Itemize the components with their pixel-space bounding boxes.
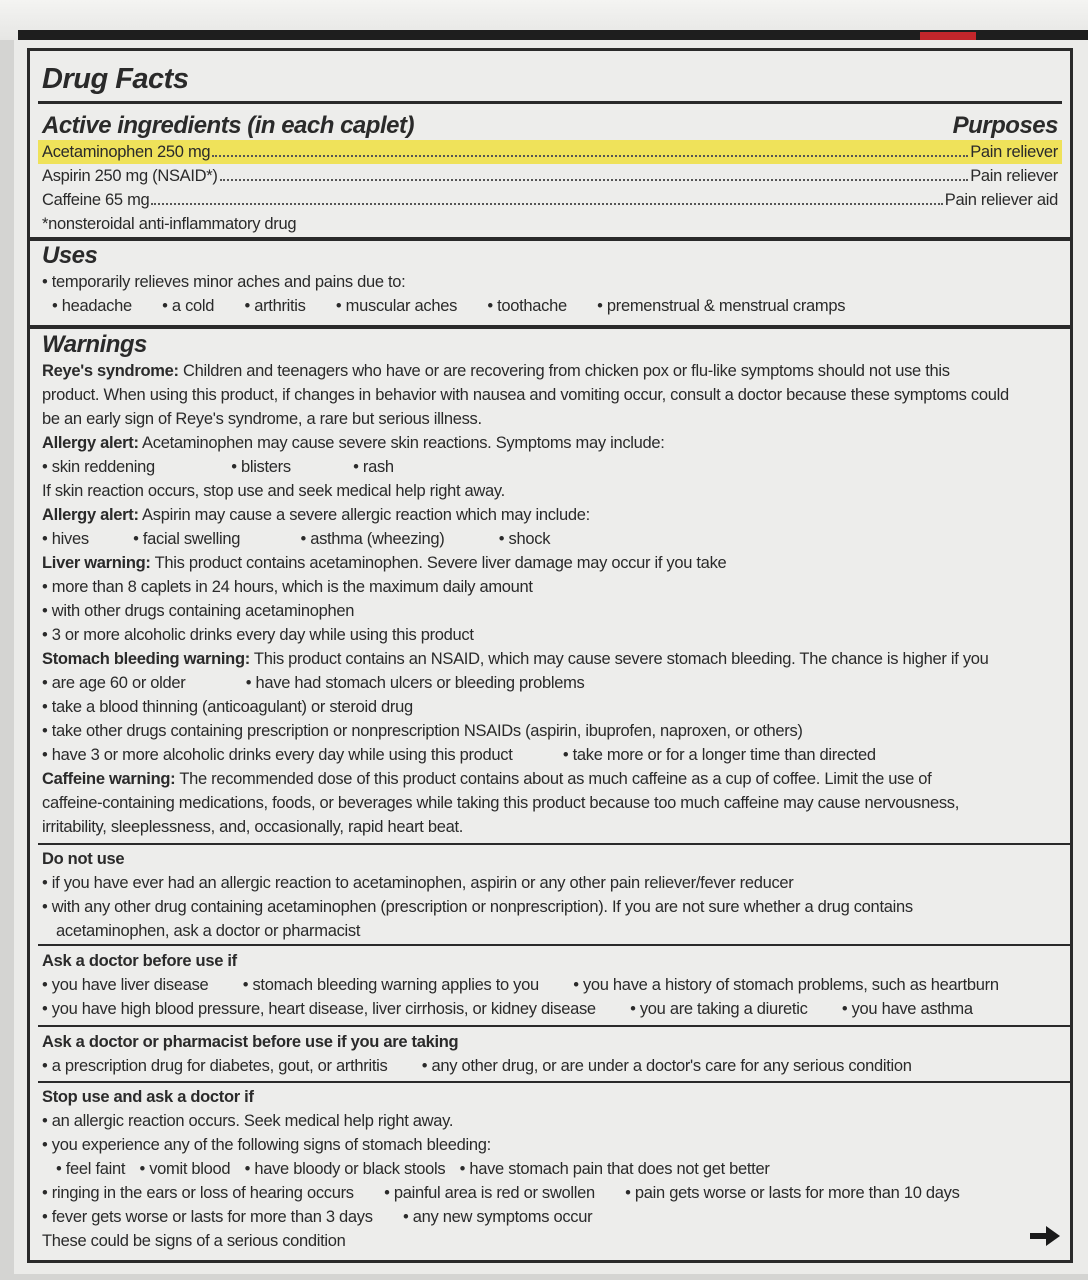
liver-warning-text: This product contains acetaminophen. Severe liver damage may occur if you take bbox=[150, 554, 727, 572]
list-item: • pain gets worse or lasts for more than 10 days bbox=[625, 1184, 960, 1202]
list-item: • take a blood thinning (anticoagulant) or steroid drug bbox=[42, 698, 413, 716]
ingredient-purpose: Pain reliever bbox=[970, 143, 1058, 161]
allergy-followup: If skin reaction occurs, stop use and seek medical help right away. bbox=[42, 482, 505, 500]
reye-label: Reye's syndrome: bbox=[42, 362, 179, 380]
stop-use-closing: These could be signs of a serious condition bbox=[42, 1232, 346, 1250]
list-item: • 3 or more alcoholic drinks every day while using this product bbox=[42, 626, 474, 644]
ingredient-name: Acetaminophen 250 mg bbox=[42, 143, 211, 161]
dot-leader bbox=[220, 178, 969, 181]
list-item: • you have a history of stomach problems, such as heartburn bbox=[573, 976, 999, 994]
divider bbox=[30, 325, 1070, 329]
do-not-use-section bbox=[30, 847, 1070, 943]
list-item: • ringing in the ears or loss of hearing occurs bbox=[42, 1184, 354, 1202]
ingredient-name: Caffeine 65 mg bbox=[42, 191, 150, 209]
active-ingredients-heading: Active ingredients (in each caplet) bbox=[42, 112, 414, 139]
list-item-continued: acetaminophen, ask a doctor or pharmacist bbox=[56, 922, 361, 940]
purposes-heading: Purposes bbox=[952, 112, 1058, 139]
reye-text: product. When using this product, if changes in behavior with nausea and vomiting occur, consult a doctor because these symptoms could bbox=[42, 386, 1009, 404]
allergy-alert-label: Allergy alert: bbox=[42, 434, 139, 452]
list-item: • if you have ever had an allergic reaction to acetaminophen, aspirin or any other pain reliever/fever reducer bbox=[42, 874, 794, 892]
caffeine-warning-text: caffeine-containing medications, foods, or beverages while taking this product because too much caffeine may cause nervousness, bbox=[42, 794, 960, 812]
drug-facts-panel bbox=[27, 48, 1073, 1263]
list-item: • are age 60 or older bbox=[42, 674, 186, 692]
list-item: • blisters bbox=[231, 458, 291, 476]
list-item: • take other drugs containing prescription or nonprescription NSAIDs (aspirin, ibuprofen, naproxen, or others) bbox=[42, 722, 803, 740]
ask-pharmacist-heading: Ask a doctor or pharmacist before use if you are taking bbox=[42, 1033, 459, 1051]
list-item: • asthma (wheezing) bbox=[300, 530, 445, 548]
list-item: • take more or for a longer time than directed bbox=[562, 746, 876, 764]
list-item: • skin reddening bbox=[42, 458, 155, 476]
list-item: • fever gets worse or lasts for more than 3 days bbox=[42, 1208, 373, 1226]
allergy-alert-text: Acetaminophen may cause severe skin reactions. Symptoms may include: bbox=[138, 434, 665, 452]
list-item: • muscular aches bbox=[335, 297, 458, 315]
list-item: • headache bbox=[52, 297, 132, 315]
ingredient-name: Aspirin 250 mg (NSAID*) bbox=[42, 167, 218, 185]
allergy-symptoms bbox=[42, 527, 1058, 551]
ingredient-row bbox=[42, 164, 1058, 188]
list-item: • you have liver disease bbox=[42, 976, 209, 994]
list-item: • you are taking a diuretic bbox=[630, 1000, 808, 1018]
caffeine-warning-label: Caffeine warning: bbox=[42, 770, 176, 788]
footnote: *nonsteroidal anti-inflammatory drug bbox=[42, 215, 297, 233]
list-item: • hives bbox=[42, 530, 89, 548]
uses-heading: Uses bbox=[42, 242, 98, 269]
stop-use-heading: Stop use and ask a doctor if bbox=[42, 1088, 254, 1106]
list-item: • have bloody or black stools bbox=[244, 1160, 446, 1178]
drug-facts-header bbox=[30, 63, 1070, 96]
list-item: • toothache bbox=[487, 297, 567, 315]
list-item: • facial swelling bbox=[133, 530, 241, 548]
list-item: • painful area is red or swollen bbox=[384, 1184, 595, 1202]
stop-use-section bbox=[30, 1085, 1070, 1253]
liver-warning-label: Liver warning: bbox=[42, 554, 151, 572]
list-item: • with other drugs containing acetaminophen bbox=[42, 602, 355, 620]
ingredient-purpose: Pain reliever aid bbox=[944, 191, 1058, 209]
list-item: • a cold bbox=[162, 297, 215, 315]
ingredient-row bbox=[38, 140, 1062, 164]
uses-section bbox=[30, 242, 1070, 318]
ask-doctor-heading: Ask a doctor before use if bbox=[42, 952, 237, 970]
list-item: • a prescription drug for diabetes, gout, or arthritis bbox=[42, 1057, 388, 1075]
stomach-warning-label: Stomach bleeding warning: bbox=[42, 650, 250, 668]
caffeine-warning-text: irritability, sleeplessness, and, occasionally, rapid heart beat. bbox=[42, 818, 464, 836]
list-item: • with any other drug containing acetaminophen (prescription or nonprescription). If you are not sure whether a drug contains bbox=[42, 898, 913, 916]
dot-leader bbox=[151, 202, 942, 205]
warnings-heading: Warnings bbox=[42, 331, 147, 358]
active-ingredients-section bbox=[30, 106, 1070, 236]
list-item: • you have asthma bbox=[841, 1000, 973, 1018]
divider bbox=[38, 101, 1062, 104]
allergy-alert-label: Allergy alert: bbox=[42, 506, 139, 524]
page-title: Drug Facts bbox=[42, 63, 189, 95]
list-item: • have had stomach ulcers or bleeding problems bbox=[245, 674, 585, 692]
do-not-use-heading: Do not use bbox=[42, 850, 125, 868]
list-item: • premenstrual & menstrual cramps bbox=[597, 297, 846, 315]
arrow-right-icon bbox=[1030, 1226, 1060, 1246]
divider bbox=[38, 843, 1070, 845]
package-edge bbox=[18, 30, 1088, 40]
ingredient-purpose: Pain reliever bbox=[970, 167, 1058, 185]
uses-items bbox=[42, 294, 1058, 318]
ask-doctor-section bbox=[30, 949, 1070, 1021]
ask-pharmacist-section bbox=[30, 1030, 1070, 1078]
ingredient-row bbox=[42, 188, 1058, 212]
stomach-warning-text: This product contains an NSAID, which may cause severe stomach bleeding. The chance is higher if you bbox=[249, 650, 989, 668]
dot-leader bbox=[212, 154, 968, 157]
divider bbox=[38, 1081, 1070, 1083]
allergy-alert-text: Aspirin may cause a severe allergic reaction which may include: bbox=[138, 506, 590, 524]
list-item: • arthritis bbox=[244, 297, 306, 315]
list-item: • rash bbox=[353, 458, 394, 476]
list-item: • an allergic reaction occurs. Seek medical help right away. bbox=[42, 1112, 454, 1130]
list-item: • stomach bleeding warning applies to you bbox=[242, 976, 539, 994]
list-item: • more than 8 caplets in 24 hours, which is the maximum daily amount bbox=[42, 578, 533, 596]
divider bbox=[30, 237, 1070, 241]
list-item: • you experience any of the following signs of stomach bleeding: bbox=[42, 1136, 491, 1154]
package-red-stripe bbox=[920, 32, 976, 40]
divider bbox=[38, 1025, 1070, 1027]
reye-text: be an early sign of Reye's syndrome, a rare but serious illness. bbox=[42, 410, 482, 428]
list-item: • have stomach pain that does not get better bbox=[459, 1160, 770, 1178]
uses-intro: • temporarily relieves minor aches and pains due to: bbox=[42, 273, 406, 291]
warnings-section bbox=[30, 331, 1070, 839]
list-item: • any new symptoms occur bbox=[403, 1208, 593, 1226]
allergy-symptoms bbox=[42, 455, 1058, 479]
list-item: • any other drug, or are under a doctor's care for any serious condition bbox=[421, 1057, 912, 1075]
reye-text: Children and teenagers who have or are recovering from chicken pox or flu-like symptoms should not use this bbox=[178, 362, 950, 380]
list-item: • you have high blood pressure, heart disease, liver cirrhosis, or kidney disease bbox=[42, 1000, 596, 1018]
list-item: • have 3 or more alcoholic drinks every day while using this product bbox=[42, 746, 513, 764]
list-item: • vomit blood bbox=[139, 1160, 231, 1178]
caffeine-warning-text: The recommended dose of this product contains about as much caffeine as a cup of coffee. Limit the use of bbox=[175, 770, 932, 788]
divider bbox=[38, 944, 1070, 946]
list-item: • feel faint bbox=[56, 1160, 126, 1178]
list-item: • shock bbox=[498, 530, 551, 548]
